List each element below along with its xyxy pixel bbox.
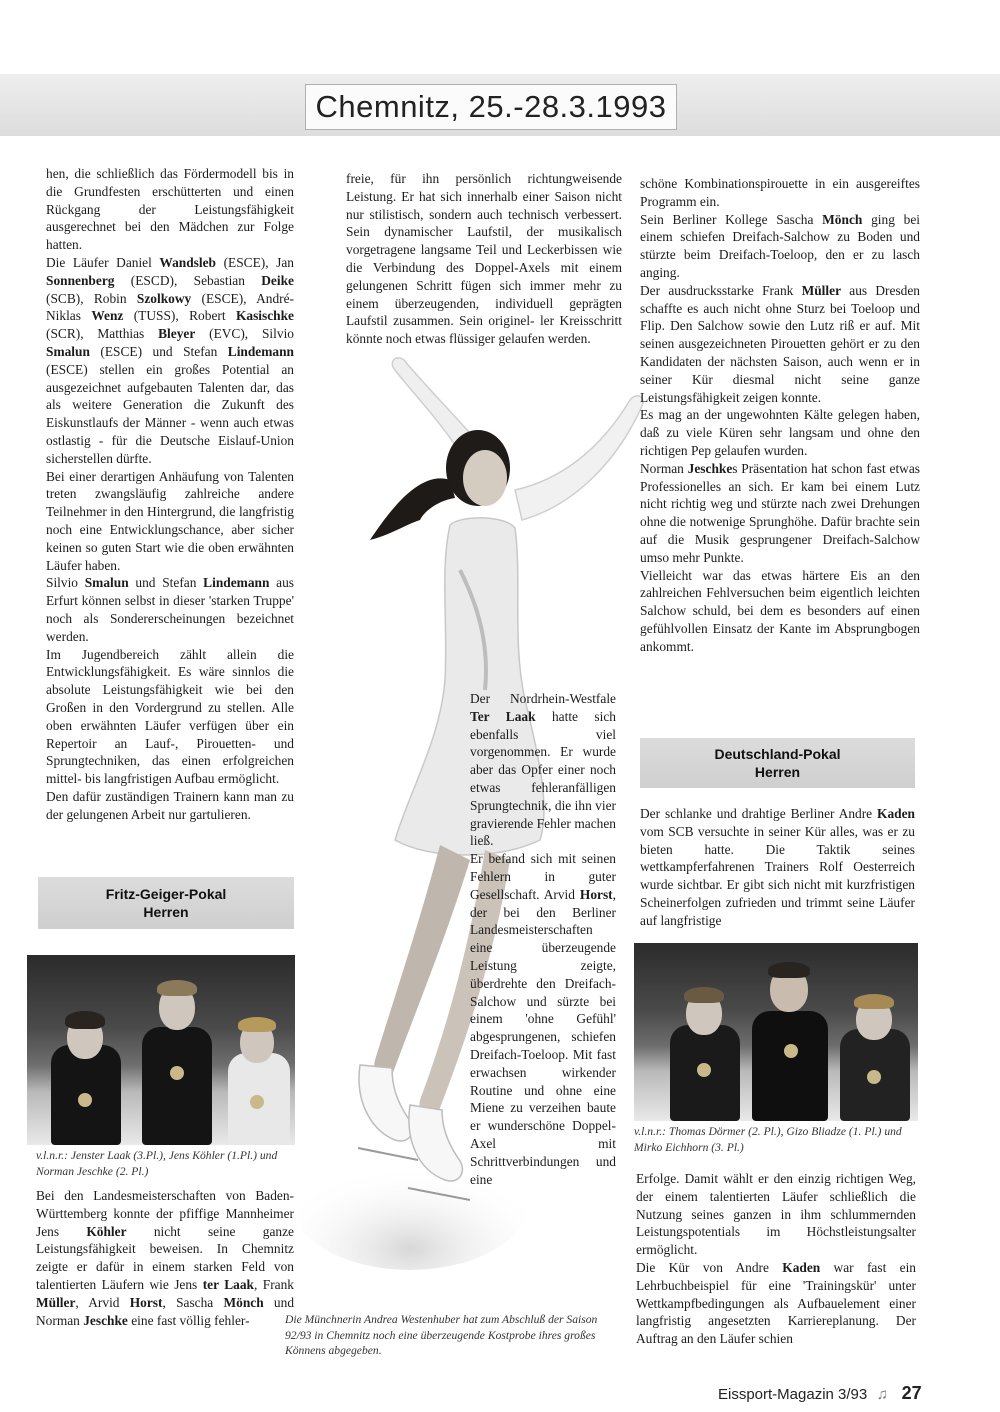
text-run: Der Nordrhein-Westfale: [470, 691, 616, 706]
bold-name: Lindemann: [203, 575, 270, 591]
text-run: (ESCE) stellen ein großes Potential an ausgezeichnet aufgebauten Talenten dar, das als weitere Generation die Zukunft des Eiskunstlaufs der Männer - wenn auch etwas ostlastig - für die Deutsche Eislauf-Union sicherstellen dürfte.: [46, 361, 294, 466]
text-run: und Stefan: [128, 575, 204, 591]
bold-name: Smalun: [46, 343, 90, 359]
text-run: und Norman: [36, 1294, 295, 1328]
bold-name: Jeschke: [83, 1312, 128, 1328]
text-run: Den dafür zuständigen Trainern kann man zu der gelungenen Arbeit nur gartulieren.: [46, 788, 294, 822]
text-run: aus Erfurt können selbst in dieser 'starken Truppe' noch als Sondererscheinungen bezeichnet werden.: [46, 575, 294, 644]
bold-name: Müller: [36, 1294, 76, 1310]
text-run: Der schlanke und drahtige Berliner Andre: [640, 806, 878, 821]
paragraph: [46, 254, 294, 468]
text-run: hatte sich ebenfalls viel vorgenommen. Er wurde aber das Opfer einer noch etwas fehleranfälligen Sprungtechnik, die ihn vier gravierende Fehler machen ließ.: [470, 708, 616, 849]
text-run: war fast ein Lehrbuchbeispiel für eine 'Trainingskür' unter Wettkampfbedingungen als Aufbauelement einer langfristig angesetzten Karriereplanung. Der Auftrag an den Läufer schien: [636, 1259, 916, 1347]
bold-name: Horst: [129, 1294, 163, 1310]
text-run: Der ausdrucksstarke Frank: [640, 282, 802, 298]
page-title: Chemnitz, 25.-28.3.1993: [315, 89, 667, 124]
paragraph: [636, 1259, 916, 1348]
text-run: Bei den Landesmeisterschaften von Baden-Württemberg konnte der pfiffige Mannheimer Jens: [36, 1188, 294, 1239]
bold-name: Kaden: [877, 806, 915, 821]
paragraph: [46, 574, 294, 645]
section-deutschland-pokal: [640, 738, 915, 788]
photo-caption-deutschland: v.l.n.r.: Thomas Dörmer (2. Pl.), Gizo Bliadze (1. Pl.) und Mirko Eichhorn (3. Pl.): [634, 1125, 902, 1154]
paragraph: [640, 567, 920, 656]
bold-name: Ter Laak: [470, 708, 536, 724]
bold-name: Bleyer: [158, 326, 196, 342]
paragraph: [640, 460, 920, 567]
bold-name: Szolkowy: [136, 290, 192, 306]
section-title: Deutschland-Pokal: [714, 746, 841, 762]
bold-name: Jeschke: [687, 460, 733, 476]
text-run: vom SCB versuchte in seiner Kür alles, was er zu bieten hatte. Die Taktik seines wettkampferfahrenen Trainers Rolf Oesterreich wurde sichtbar. Er gibt sich nicht mit kurzfristigen Scheinerfolgen zufrieden und trimmt seine Läufer auf langfristige: [640, 823, 915, 928]
photo-caption-skater: Die Münchnerin Andrea Westenhuber hat zum Abschluß der Saison 92/93 in Chemnitz noch eine überzeugende Kostprobe ihres großes Könnens abgegeben.: [285, 1313, 598, 1357]
paragraph: [640, 805, 915, 930]
bold-name: Wandsleb: [159, 254, 216, 270]
text-run: hen, die schließlich das Fördermodell bis in die Grundfesten erschütterten und einen Rückgang der Leistungsfähigkeit ausgerechnet bei den Mädchen zur Folge hatten.: [46, 166, 294, 253]
text-run: , der bei den Berliner Landesmeisterschaften eine überzeugende Leistung zeigte, überdrehte den Dreifach-Salchow und sürzte bei einem 'ohne Gefühl' abgesprungenen, schiefen Dreifach-Toeloop. Mit fast erwachsen wirkender Routine und ohne eine Miene zu verzeihen baute er wunderschöne Doppel-Axel mit Schrittverbindungen und eine: [470, 886, 616, 1187]
text-run: schöne Kombinationspirouette in ein ausgereiftes Programm ein.: [640, 176, 920, 209]
text-run: (ESCD), Sebastian: [114, 272, 262, 288]
col2-top: [346, 170, 622, 348]
podium-photo-deutschland: [634, 943, 918, 1121]
paragraph: [640, 282, 920, 407]
text-run: Die Läufer Daniel: [46, 254, 160, 270]
bold-name: Wenz: [91, 308, 124, 324]
headline-box: [305, 84, 677, 130]
text-run: Norman: [640, 460, 688, 476]
text-run: freie, für ihn persönlich richtungweisende Leistung. Er hat sich innerhalb einer Saison nicht nur stilistisch, sondern auch technisch verbessert. Sein dynamischer Laufstil, der musikalisch vorgetragene langsame Teil und Leckerbissen wie die Verbindung des Doppel-Axels mit einem gelungenen Schritt fügen sich immer mehr zu einem überzeugenden, individuell geprägten Laufstil zusammen. Sein originel- ler Kreisschritt könnte noch etwas flüssiger gelaufen werden.: [346, 171, 622, 347]
bold-name: Köhler: [86, 1223, 127, 1239]
section-fritz-geiger-pokal: [38, 877, 294, 929]
text-run: Im Jugendbereich zählt allein die Entwicklungsfähigkeit. Es wäre sinnlos die absolute Leistungsfähigkeit wie bei den Großen in den Vordergrund zu stellen. Alle oben erwähnten Läufer verfügen über ein Repertoir an Lauf-, Pirouetten- und Sprungtechniken, das einen erfolgreichen mittel- bis langfristigen Aufbau ermöglicht.: [46, 646, 294, 787]
skater-logo-icon: ♫: [876, 1386, 889, 1403]
text-run: Erfolge. Damit wählt er den einzig richtigen Weg, der einem talentierten Läufer schließlich die Nutzung seines ganzen in ihm schlummernden Leistungspotentials im Höchstleistungsalter ermöglicht.: [636, 1171, 916, 1258]
text-run: , Frank: [253, 1276, 294, 1292]
text-run: Silvio: [46, 575, 85, 591]
text-run: (TUSS), Robert: [123, 308, 236, 324]
paragraph: [636, 1170, 916, 1259]
bold-name: Müller: [801, 282, 842, 298]
section-subtitle: Herren: [754, 764, 801, 780]
text-run: (ESCE), Jan: [216, 254, 294, 270]
paragraph: [46, 788, 294, 824]
bold-name: ter Laak: [202, 1276, 254, 1292]
col1-bottom: [36, 1187, 294, 1329]
paragraph: [470, 690, 616, 850]
bold-name: Smalun: [84, 575, 129, 591]
col3-bottom: [636, 1170, 916, 1348]
text-run: Er befand sich mit seinen Fehlern in guter Gesellschaft. Arvid: [470, 851, 616, 902]
bold-name: Deike: [261, 272, 294, 288]
text-run: aus Dresden schaffte es auch nicht ohne Sturz bei Toeloop und Flip. Den Salchow sowie den Lutz riß er auf. Mit seinen ausgezeichneten Pirouetten gehört er zu den Kandidaten der nächsten Saison, auch wenn er in seiner Kür diesmal nicht seine ganze Leistungsfähigkeit zeigen konnte.: [640, 282, 920, 405]
paragraph: [470, 850, 616, 1188]
paragraph: [46, 468, 294, 575]
bold-name: Mönch: [822, 211, 863, 227]
text-run: ging bei einem schiefen Dreifach-Salchow zu Boden und stürzte beim Dreifach-Toeloop, den er zu lasch anging.: [640, 211, 920, 280]
text-run: Vielleicht war das etwas härtere Eis an den zahlreichen Fehlversuchen beim eigentlich leichten Salchow schuld, bei dem es besonders auf einen gefühlvollen Einsatz der Kante im Absprungbogen ankommt.: [640, 567, 920, 654]
page-number: 27: [901, 1383, 922, 1403]
bold-name: Kasischke: [235, 308, 294, 324]
paragraph: [346, 170, 622, 348]
paragraph: [46, 646, 294, 788]
paragraph: [640, 175, 920, 211]
bold-name: Lindemann: [227, 343, 294, 359]
col2-mid: [470, 690, 616, 1188]
text-run: , Arvid: [75, 1294, 130, 1310]
text-run: Es mag an der ungewohnten Kälte gelegen haben, daß zu viele Küren sehr langsam und ohne den richtigen Pep gelaufen wurden.: [640, 407, 920, 458]
text-run: , Sascha: [162, 1294, 224, 1310]
text-run: s Präsentation hat schon fast etwas Professionelles an sich. Er kam bei einem Lutz nicht richtig weg und stürzte nach zwei Drehungen ohne die notwenige Sprunghöhe. Dafür brachte sein auf die Musik gesprungener Dreifach-Salchow umso mehr Punkte.: [640, 460, 920, 565]
paragraph: [46, 165, 294, 254]
magazine-name: Eissport-Magazin 3/93: [718, 1386, 868, 1403]
col3-top: [640, 175, 920, 656]
text-run: Sein Berliner Kollege Sascha: [640, 211, 823, 227]
paragraph: [640, 406, 920, 459]
text-run: eine fast völlig fehler-: [127, 1312, 250, 1328]
text-run: (SCR), Matthias: [46, 326, 159, 342]
bold-name: Horst: [579, 886, 613, 902]
photo-caption-fritz-geiger: v.l.n.r.: Jenster Laak (3.Pl.), Jens Köhler (1.Pl.) und Norman Jeschke (2. Pl.): [36, 1149, 278, 1178]
page-footer: [718, 1383, 922, 1404]
text-run: (EVC), Silvio: [195, 326, 294, 342]
section-subtitle: Herren: [143, 904, 189, 920]
bold-name: Sonnenberg: [46, 272, 115, 288]
col3-mid: [640, 805, 915, 930]
text-run: (ESCE) und Stefan: [89, 343, 228, 359]
section-title: Fritz-Geiger-Pokal: [105, 886, 227, 902]
text-run: nicht seine ganze Leistungsfähigkeit beweisen. In Chemnitz zeigte er dafür in einem starken Feld von talentierten Läufern wie Jens: [36, 1223, 294, 1292]
text-run: (ESCE), André-Niklas: [46, 290, 294, 324]
bold-name: Kaden: [782, 1259, 821, 1275]
text-run: Die Kür von Andre: [636, 1259, 783, 1275]
podium-photo-fritz-geiger: [27, 955, 295, 1145]
text-run: Bei einer derartigen Anhäufung von Talenten treten zwangsläufig zahlreiche andere Teilnehmer in den Hintergrund, die langfristig noch eine Entwicklungschance, aber sicher keinen so guten Start wie die oben erwähnten Läufer haben.: [46, 468, 294, 573]
paragraph: [640, 211, 920, 282]
text-run: (SCB), Robin: [46, 290, 137, 306]
bold-name: Mönch: [223, 1294, 264, 1310]
paragraph: [36, 1187, 294, 1329]
col1-top: [46, 165, 294, 823]
